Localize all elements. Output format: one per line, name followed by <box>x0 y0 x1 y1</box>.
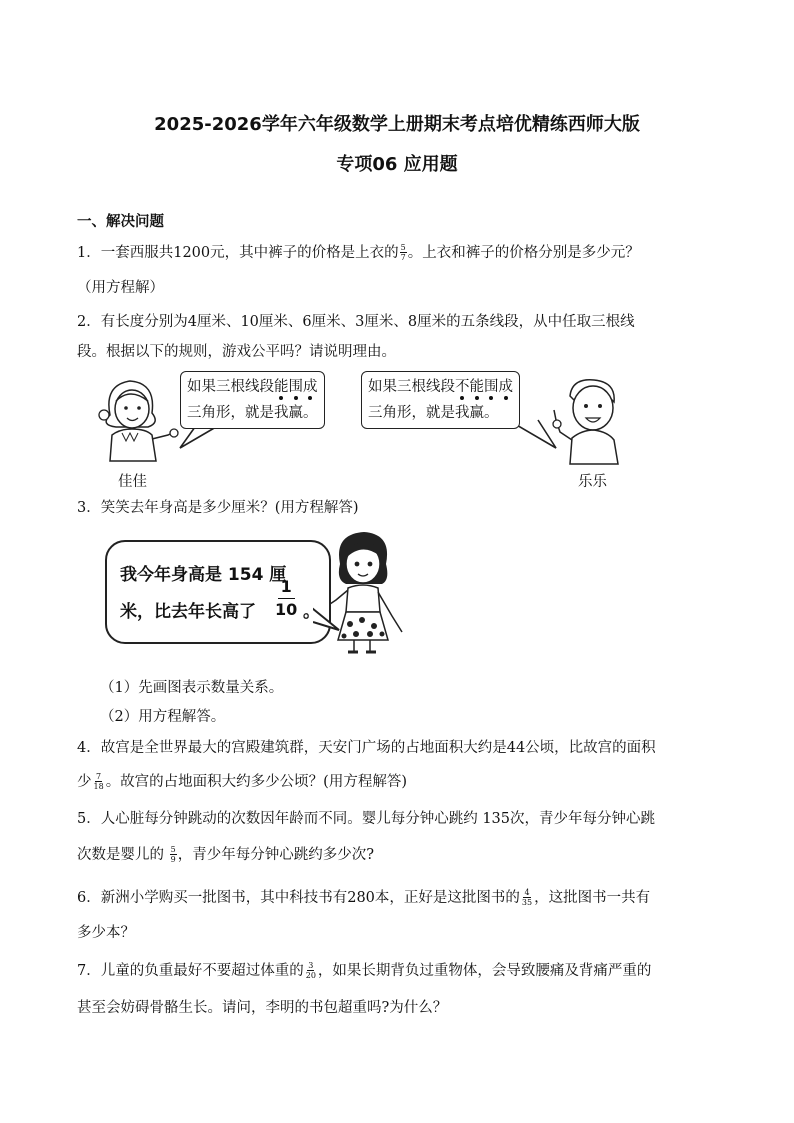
height-bubble-fraction: 1 10 <box>275 577 298 619</box>
question-3-sub-2: （2）用方程解答。 <box>100 709 226 725</box>
girl-jiajia-illustration <box>90 375 185 465</box>
emphasis-cannot-form: 不能围成 <box>455 379 513 395</box>
question-5-fraction: $\frac{5}{9}$ <box>170 844 176 864</box>
section-heading: 一、解决问题 <box>77 214 164 230</box>
boy-lele-illustration <box>548 374 633 466</box>
height-bubble-line-1: 我今年身高是 154 厘 <box>120 565 287 585</box>
left-speech-bubble: 如果三根线段能围成 三角形，就是我赢。 <box>180 371 325 429</box>
question-2-line-1: 2．有长度分别为4厘米、10厘米、6厘米、3厘米、8厘米的五条线段，从中任取三根线 <box>77 314 635 330</box>
girl-xiaoxiao-illustration <box>328 528 406 656</box>
boy-name-label: 乐乐 <box>578 474 607 490</box>
question-1-text-b: 。上衣和裤子的价格分别是多少元？ <box>407 245 640 261</box>
question-6-line-1: 6．新洲小学购买一批图书，其中科技书有280本，正好是这批图书的 $\frac{4}{35}$ ，这批图书一共有 <box>77 887 651 907</box>
question-5-line-1: 5．人心脏每分钟跳动的次数因年龄而不同。婴儿每分钟心跳约 135次，青少年每分钟心跳 <box>77 811 656 827</box>
question-6-fraction: $\frac{4}{35}$ <box>521 887 533 907</box>
question-1-text-a: 1．一套西服共1200元，其中裤子的价格是上衣的 <box>77 245 399 261</box>
page-subtitle: 专项06 应用题 <box>336 154 458 175</box>
question-4-line-2: 少 $\frac{7}{18}$ 。故宫的占地面积大约多少公顷？(用方程解答) <box>77 771 407 791</box>
question-7-fraction: $\frac{3}{20}$ <box>305 960 316 980</box>
question-1-line-2: （用方程解） <box>77 280 164 296</box>
girl-name-label: 佳佳 <box>118 474 147 490</box>
question-7-line-1: 7．儿童的负重最好不要超过体重的 $\frac{3}{20}$ ，如果长期背负过重物体，会导致腰痛及背痛严重的 <box>77 960 652 980</box>
question-5-line-2: 次数是婴儿的 $\frac{5}{9}$ ，青少年每分钟心跳约多少次? <box>77 844 374 864</box>
question-1-fraction: $\frac{5}{7}$ <box>400 242 406 262</box>
question-3-sub-1: （1）先画图表示数量关系。 <box>100 680 284 696</box>
question-7-line-2: 甚至会妨碍骨骼生长。请问，李明的书包超重吗?为什么？ <box>77 1000 448 1016</box>
height-bubble-end: 。 <box>303 602 320 622</box>
emphasis-can-form: 能围成 <box>274 379 318 395</box>
question-4-fraction: $\frac{7}{18}$ <box>93 771 104 791</box>
question-3-line-1: 3．笑笑去年身高是多少厘米？(用方程解答) <box>77 500 359 516</box>
right-speech-bubble: 如果三根线段不能围成 三角形，就是我赢。 <box>361 371 520 429</box>
question-2-line-2: 段。根据以下的规则，游戏公平吗？请说明理由。 <box>77 344 396 360</box>
page-title: 2025-2026学年六年级数学上册期末考点培优精练西师大版 <box>154 114 640 135</box>
question-6-line-2: 多少本？ <box>77 925 135 941</box>
question-1-line-1 <box>77 243 640 263</box>
question-4-line-1: 4．故宫是全世界最大的宫殿建筑群，天安门广场的占地面积大约是44公顷，比故宫的面积 <box>77 740 656 756</box>
height-bubble-line-2: 米，比去年长高了 <box>120 602 256 622</box>
